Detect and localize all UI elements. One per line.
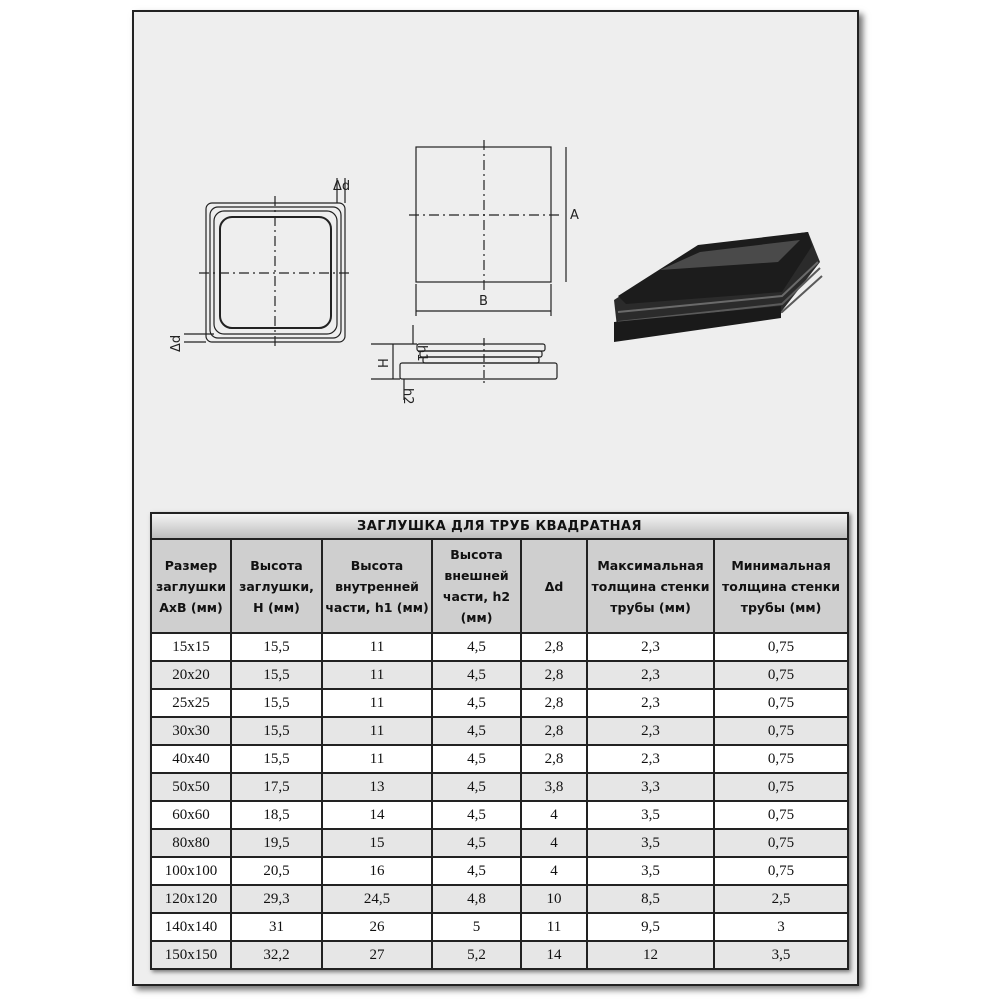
table-row (151, 801, 848, 829)
cell-height-h1: 16 (322, 857, 432, 885)
cell-max-wall: 12 (587, 941, 714, 969)
cell-delta-d: 2,8 (521, 633, 587, 661)
cell-height-h2: 4,8 (432, 885, 521, 913)
cell-height-h: 15,5 (231, 689, 322, 717)
cell-height-h2: 5 (432, 913, 521, 941)
cell-height-h1: 14 (322, 801, 432, 829)
cell-delta-d: 10 (521, 885, 587, 913)
cell-delta-d: 2,8 (521, 745, 587, 773)
cell-height-h1: 11 (322, 689, 432, 717)
cell-height-h: 15,5 (231, 717, 322, 745)
cell-max-wall: 8,5 (587, 885, 714, 913)
table-row (151, 717, 848, 745)
dimension-h2-label: h2 (400, 388, 415, 405)
cell-delta-d: 14 (521, 941, 587, 969)
header-delta-d: Δd (521, 539, 587, 633)
cell-delta-d: 2,8 (521, 689, 587, 717)
dimension-b-label: B (479, 294, 488, 309)
cell-height-h2: 4,5 (432, 857, 521, 885)
specification-table (150, 512, 849, 970)
header-height-h: Высота заглушки, H (мм) (231, 539, 322, 633)
cell-size: 20x20 (151, 661, 231, 689)
table-row (151, 913, 848, 941)
header-height-h2: Высота внешней части, h2 (мм) (432, 539, 521, 633)
cell-max-wall: 2,3 (587, 717, 714, 745)
header-height-h1: Высота внутренней части, h1 (мм) (322, 539, 432, 633)
cell-height-h: 15,5 (231, 633, 322, 661)
cell-size: 25x25 (151, 689, 231, 717)
header-size: Размер заглушки AxB (мм) (151, 539, 231, 633)
cap-3d-render (614, 232, 822, 342)
cell-min-wall: 0,75 (714, 717, 848, 745)
cell-height-h2: 4,5 (432, 633, 521, 661)
cell-height-h: 17,5 (231, 773, 322, 801)
cell-delta-d: 3,8 (521, 773, 587, 801)
cell-height-h2: 4,5 (432, 689, 521, 717)
cell-max-wall: 2,3 (587, 689, 714, 717)
cell-delta-d: 4 (521, 857, 587, 885)
cell-height-h1: 11 (322, 745, 432, 773)
cell-min-wall: 0,75 (714, 633, 848, 661)
cell-max-wall: 2,3 (587, 633, 714, 661)
cell-max-wall: 3,3 (587, 773, 714, 801)
cell-size: 80x80 (151, 829, 231, 857)
cell-size: 30x30 (151, 717, 231, 745)
cell-delta-d: 11 (521, 913, 587, 941)
cell-min-wall: 0,75 (714, 689, 848, 717)
top-view-drawing (409, 140, 566, 316)
cell-size: 60x60 (151, 801, 231, 829)
dimension-a-label: A (570, 208, 579, 223)
header-min-wall: Минимальная толщина стенки трубы (мм) (714, 539, 848, 633)
cell-max-wall: 3,5 (587, 801, 714, 829)
cell-height-h1: 11 (322, 633, 432, 661)
table-row (151, 941, 848, 969)
cell-max-wall: 2,3 (587, 661, 714, 689)
table-row (151, 661, 848, 689)
cell-height-h1: 15 (322, 829, 432, 857)
front-view-drawing (184, 178, 352, 350)
delta-d-left-label: Δd (169, 334, 184, 352)
cell-max-wall: 9,5 (587, 913, 714, 941)
cell-min-wall: 0,75 (714, 773, 848, 801)
table-title: ЗАГЛУШКА ДЛЯ ТРУБ КВАДРАТНАЯ (151, 513, 848, 539)
table-row (151, 885, 848, 913)
cell-height-h: 15,5 (231, 661, 322, 689)
cell-size: 50x50 (151, 773, 231, 801)
delta-d-top-label: Δd (333, 179, 351, 194)
cell-min-wall: 0,75 (714, 829, 848, 857)
table-header-row (151, 539, 848, 633)
cell-size: 100x100 (151, 857, 231, 885)
cell-height-h: 31 (231, 913, 322, 941)
table-row (151, 689, 848, 717)
cell-height-h: 20,5 (231, 857, 322, 885)
side-view-drawing (371, 325, 557, 400)
cell-height-h2: 4,5 (432, 745, 521, 773)
cell-height-h2: 4,5 (432, 717, 521, 745)
table-row (151, 633, 848, 661)
table-row (151, 745, 848, 773)
cell-height-h2: 4,5 (432, 661, 521, 689)
cell-height-h2: 4,5 (432, 829, 521, 857)
cell-height-h1: 11 (322, 661, 432, 689)
cell-max-wall: 2,3 (587, 745, 714, 773)
cell-min-wall: 0,75 (714, 745, 848, 773)
cell-delta-d: 2,8 (521, 661, 587, 689)
cell-size: 120x120 (151, 885, 231, 913)
cell-min-wall: 3 (714, 913, 848, 941)
cell-delta-d: 4 (521, 801, 587, 829)
cell-delta-d: 2,8 (521, 717, 587, 745)
cell-size: 15x15 (151, 633, 231, 661)
cell-height-h: 19,5 (231, 829, 322, 857)
cell-height-h: 29,3 (231, 885, 322, 913)
cell-height-h: 15,5 (231, 745, 322, 773)
cell-max-wall: 3,5 (587, 829, 714, 857)
table-row (151, 829, 848, 857)
cell-height-h: 32,2 (231, 941, 322, 969)
cell-height-h2: 4,5 (432, 773, 521, 801)
cell-max-wall: 3,5 (587, 857, 714, 885)
cell-min-wall: 3,5 (714, 941, 848, 969)
header-max-wall: Максимальная толщина стенки трубы (мм) (587, 539, 714, 633)
cell-delta-d: 4 (521, 829, 587, 857)
cell-min-wall: 0,75 (714, 801, 848, 829)
cell-height-h1: 24,5 (322, 885, 432, 913)
cell-size: 140x140 (151, 913, 231, 941)
cell-size: 40x40 (151, 745, 231, 773)
cell-height-h1: 11 (322, 717, 432, 745)
cell-size: 150x150 (151, 941, 231, 969)
cell-min-wall: 0,75 (714, 857, 848, 885)
table-title-row (151, 513, 848, 539)
cell-min-wall: 0,75 (714, 661, 848, 689)
cell-height-h2: 5,2 (432, 941, 521, 969)
table-row (151, 857, 848, 885)
cell-height-h2: 4,5 (432, 801, 521, 829)
technical-drawing (0, 0, 1000, 480)
cell-height-h1: 26 (322, 913, 432, 941)
cell-height-h1: 13 (322, 773, 432, 801)
cell-height-h1: 27 (322, 941, 432, 969)
dimension-h1-label: h1 (414, 345, 429, 362)
table-row (151, 773, 848, 801)
cell-height-h: 18,5 (231, 801, 322, 829)
cell-min-wall: 2,5 (714, 885, 848, 913)
dimension-h-label: H (377, 358, 392, 368)
